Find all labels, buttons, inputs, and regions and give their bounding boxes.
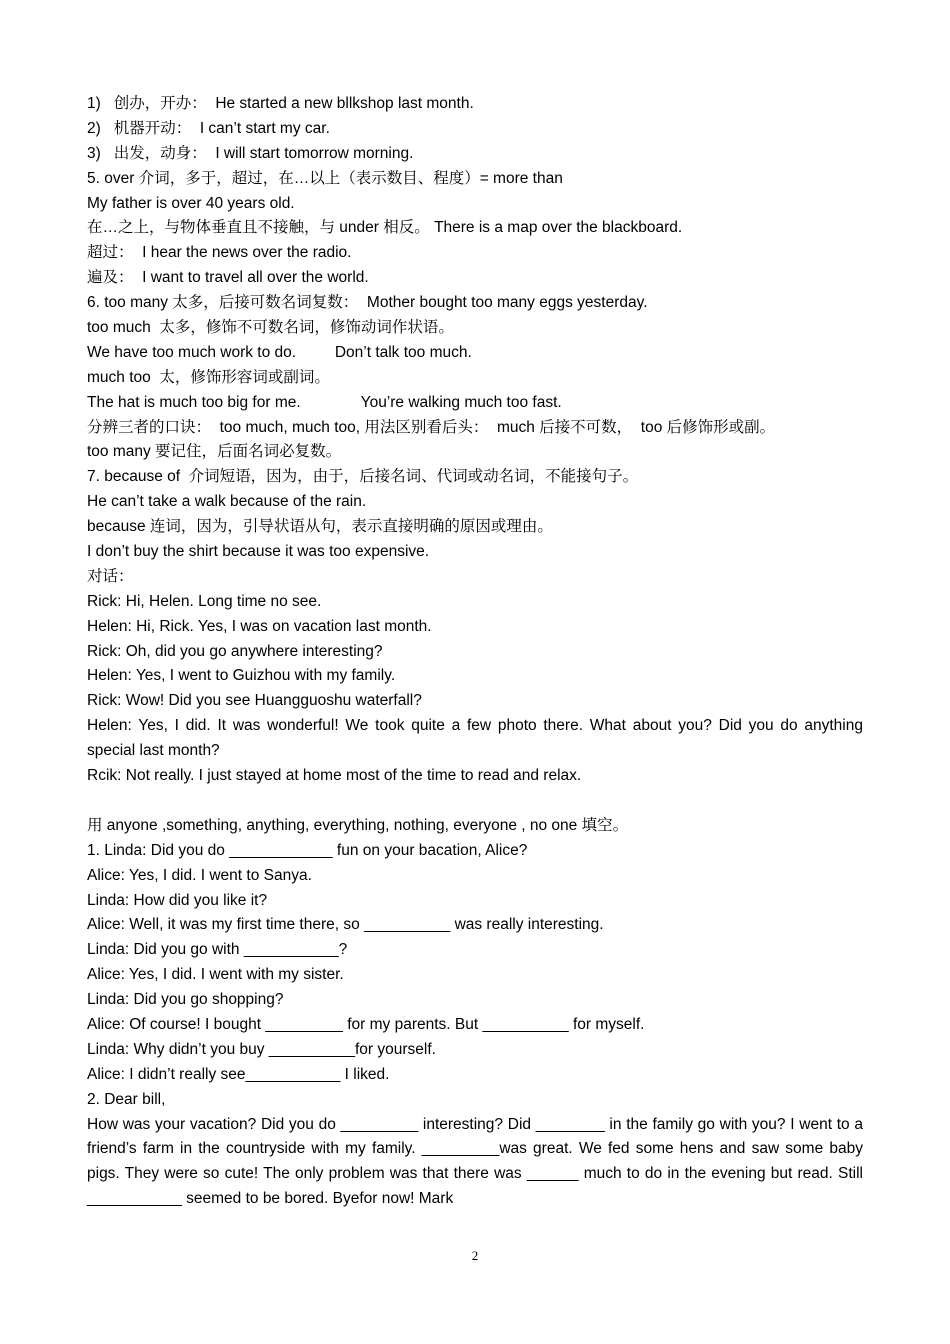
- text-line: My father is over 40 years old.: [87, 194, 295, 212]
- grammar-notes: [87, 92, 863, 714]
- exercise-line: Alice: Of course! I bought _________ for my parents. But __________ for myself.: [87, 1015, 645, 1033]
- exercise-line: Alice: I didn’t really see___________ I liked.: [87, 1065, 390, 1083]
- exercise-line: Linda: Why didn’t you buy __________for yourself.: [87, 1040, 436, 1058]
- text-line: I don’t buy the shirt because it was too expensive.: [87, 543, 430, 561]
- text-line: 超过： I hear the news over the radio.: [87, 244, 352, 262]
- text-line: Rick: Oh, did you go anywhere interesting?: [87, 642, 383, 660]
- exercise-line: Linda: Did you go with ___________?: [87, 941, 348, 959]
- exercise-section: [87, 814, 863, 1113]
- text-line: too much 太多，修饰不可数名词，修饰动词作状语。: [87, 319, 454, 337]
- text-line: 2) 机器开动： I can’t start my car.: [87, 119, 330, 137]
- text-line: He can’t take a walk because of the rain.: [87, 493, 367, 511]
- exercise-line: 用 anyone ,something, anything, everything, nothing, everyone , no one 填空。: [87, 816, 629, 834]
- blank-line: [87, 789, 863, 814]
- exercise-line: Alice: Yes, I did. I went to Sanya.: [87, 866, 312, 884]
- exercise-line: Alice: Well, it was my first time there, so __________ was really interesting.: [87, 916, 604, 934]
- dialogue-end: [87, 764, 863, 789]
- letter-paragraph: How was your vacation? Did you do _________ interesting? Did ________ in the family go with you? I went to a friend’s farm in the countryside with my family. _________was great. We fed some hens and saw some baby pigs. They were so cute! The only problem was that there was ______ much to do in the evening but read. Still ___________ seemed to be bored. Byefor now! Mark: [87, 1115, 863, 1208]
- text-line: Helen: Yes, I went to Guizhou with my family.: [87, 667, 396, 685]
- exercise-line: 1. Linda: Did you do ____________ fun on your bacation, Alice?: [87, 841, 528, 859]
- text-line: much too 太，修饰形容词或副词。: [87, 368, 330, 386]
- text-line: too many 要记住，后面名词必复数。: [87, 443, 342, 461]
- text-line: Rick: Wow! Did you see Huangguoshu waterfall?: [87, 692, 422, 710]
- text-line: 分辨三者的口诀： too much, much too, 用法区别看后头： much 后接不可数， too 后修饰形或副。: [87, 418, 776, 436]
- text-line: The hat is much too big for me. You’re walking much too fast.: [87, 393, 562, 411]
- text-line: 在…之上，与物体垂直且不接触，与 under 相反。 There is a map over the blackboard.: [87, 219, 683, 237]
- text-line: because 连词，因为，引导状语从句，表示直接明确的原因或理由。: [87, 518, 553, 536]
- text-line: 6. too many 太多，后接可数名词复数： Mother bought too many eggs yesterday.: [87, 294, 648, 312]
- text-line: Rcik: Not really. I just stayed at home most of the time to read and relax.: [87, 767, 582, 785]
- text-line: 对话：: [87, 567, 134, 585]
- text-line: 1) 创办，开办： He started a new bllkshop last month.: [87, 95, 474, 112]
- document-body: [87, 92, 863, 1212]
- exercise-line: Linda: How did you like it?: [87, 891, 268, 909]
- text-line: 7. because of 介词短语，因为，由于，后接名词、代词或动名词，不能接句子。: [87, 468, 639, 486]
- text-line: Rick: Hi, Helen. Long time no see.: [87, 592, 322, 610]
- exercise-line: 2. Dear bill,: [87, 1090, 166, 1108]
- text-line: 5. over 介词，多于，超过，在…以上（表示数目、程度）= more than: [87, 169, 563, 187]
- text-line: Helen: Hi, Rick. Yes, I was on vacation last month.: [87, 617, 432, 635]
- exercise-line: Alice: Yes, I did. I went with my sister.: [87, 966, 344, 984]
- text-line: 遍及： I want to travel all over the world.: [87, 269, 369, 287]
- dialogue-paragraph: Helen: Yes, I did. It was wonderful! We took quite a few photo there. What about you? Did you do anything special last month?: [87, 717, 863, 760]
- text-line: 3) 出发，动身： I will start tomorrow morning.: [87, 144, 414, 162]
- exercise-line: Linda: Did you go shopping?: [87, 991, 284, 1009]
- text-line: We have too much work to do. Don’t talk too much.: [87, 343, 472, 361]
- page-number: 2: [471, 1248, 479, 1263]
